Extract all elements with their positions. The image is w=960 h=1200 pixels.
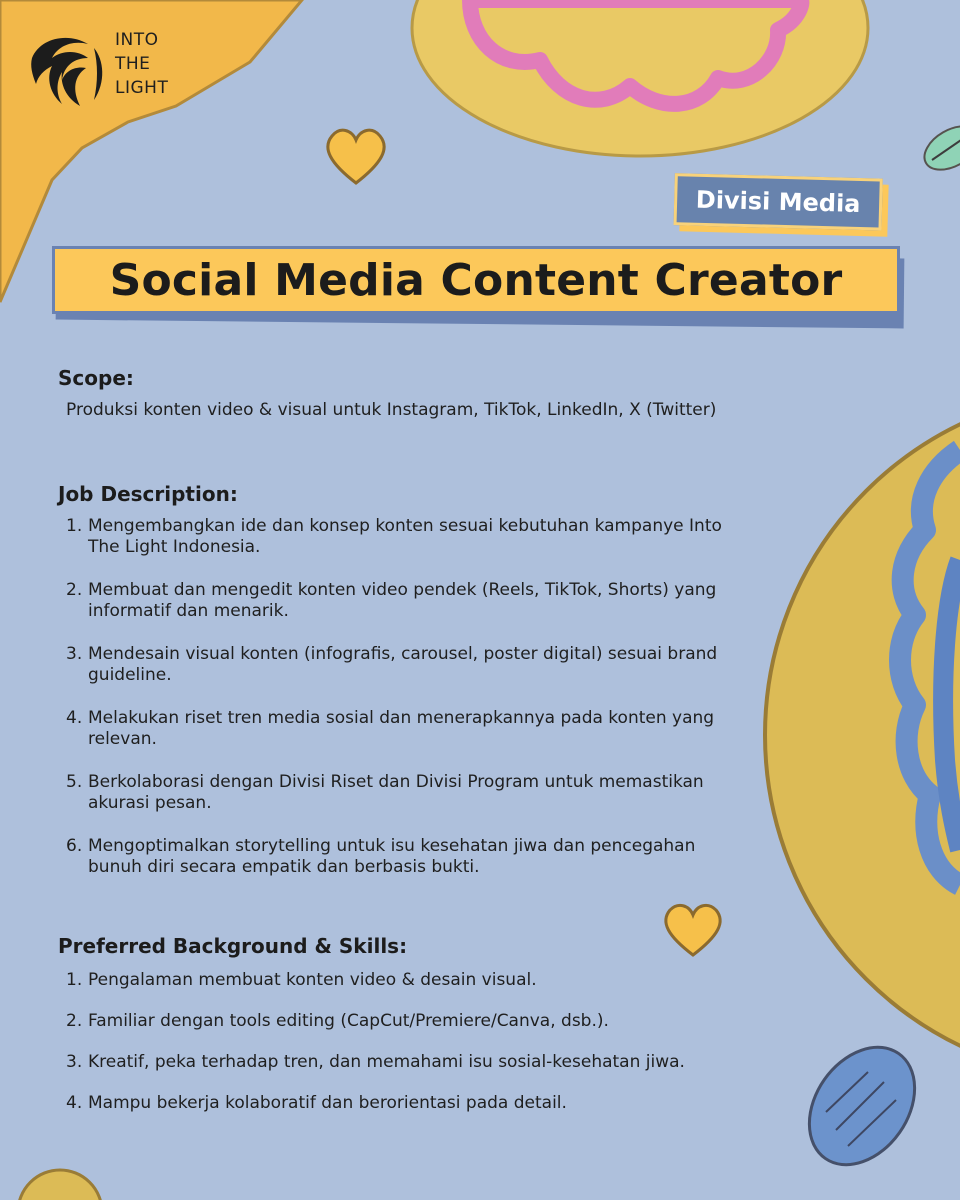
mint-leaf-decoration <box>917 117 960 178</box>
page-title: Social Media Content Creator <box>109 254 843 306</box>
job-description-heading: Job Description: <box>58 482 238 506</box>
list-item: 1. Mengembangkan ide dan konsep konten sesuai kebutuhan kampanye Into The Light Indonesia. <box>66 516 722 557</box>
preferred-list <box>60 970 760 1134</box>
flower-top-decoration <box>412 0 868 156</box>
logo-line-2: THE <box>115 54 151 74</box>
list-item: 2. Familiar dengan tools editing (CapCut/Premiere/Canva, dsb.). <box>66 1011 609 1031</box>
job-description-list <box>60 516 750 900</box>
circle-bottom-left <box>18 1170 102 1200</box>
list-item: 6. Mengoptimalkan storytelling untuk isu kesehatan jiwa dan pencegahan bunuh diri secara empatik dan berbasis bukti. <box>66 836 696 877</box>
logo-icon <box>28 28 110 116</box>
seed-decoration <box>788 1027 937 1185</box>
list-item: 2. Membuat dan mengedit konten video pendek (Reels, TikTok, Shorts) yang informatif dan menarik. <box>66 580 717 621</box>
flower-right-decoration <box>765 390 960 1080</box>
scope-text: Produksi konten video & visual untuk Instagram, TikTok, LinkedIn, X (Twitter) <box>66 400 717 420</box>
title-banner <box>52 246 900 314</box>
scope-heading: Scope: <box>58 366 134 390</box>
list-item: 1. Pengalaman membuat konten video & desain visual. <box>66 970 537 990</box>
list-item: 3. Mendesain visual konten (infografis, carousel, poster digital) sesuai brand guideline. <box>66 644 718 685</box>
logo-line-3: LIGHT <box>115 78 169 98</box>
division-tag <box>679 179 888 236</box>
logo-line-1: INTO <box>115 30 159 50</box>
heart-top <box>328 130 384 183</box>
preferred-heading: Preferred Background & Skills: <box>58 934 408 958</box>
logo-text <box>115 28 168 100</box>
heart-right <box>666 905 720 955</box>
list-item: 4. Melakukan riset tren media sosial dan menerapkannya pada konten yang relevan. <box>66 708 715 749</box>
list-item: 5. Berkolaborasi dengan Divisi Riset dan Divisi Program untuk memastikan akurasi pesan. <box>66 772 704 813</box>
division-label: Divisi Media <box>674 173 883 230</box>
list-item: 4. Mampu bekerja kolaboratif dan berorientasi pada detail. <box>66 1093 567 1113</box>
list-item: 3. Kreatif, peka terhadap tren, dan memahami isu sosial-kesehatan jiwa. <box>66 1052 685 1072</box>
